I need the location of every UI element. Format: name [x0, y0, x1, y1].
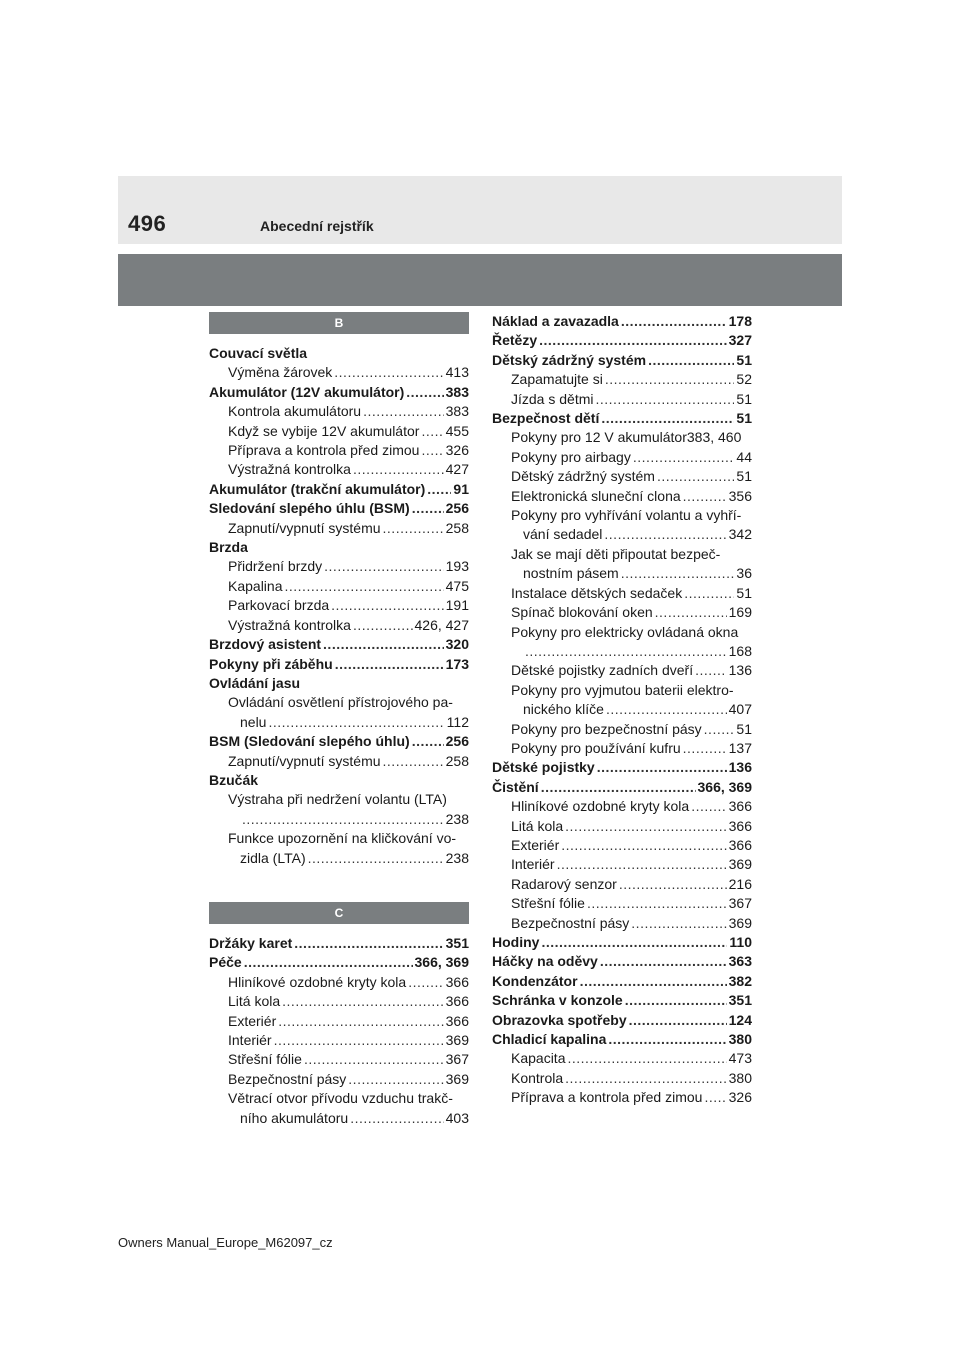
entry-label: Radarový senzor [511, 875, 617, 892]
index-entry [492, 370, 752, 389]
entry-label: Kontrola [511, 1069, 564, 1086]
index-entry [492, 351, 752, 370]
index-entry [209, 383, 469, 402]
index-entry [492, 739, 752, 758]
letter-header-c: C [209, 902, 469, 924]
entry-page: 407 [728, 701, 752, 718]
index-entry [492, 584, 752, 603]
dot-leader [621, 564, 735, 583]
dot-leader [383, 519, 444, 538]
entry-page: 413 [445, 364, 469, 381]
entry-page: 369 [445, 1070, 469, 1087]
dot-leader [335, 655, 444, 674]
dot-leader [525, 642, 727, 661]
index-entry [492, 855, 752, 874]
entry-page: 382 [728, 972, 752, 989]
header-band [118, 176, 842, 244]
index-entry [209, 499, 469, 518]
index-entry [209, 422, 469, 441]
dot-leader [421, 441, 443, 460]
entry-page: 366 [728, 817, 752, 834]
dot-leader [561, 836, 726, 855]
entry-label: Bezpečnostní pásy [228, 1070, 347, 1087]
dot-leader [353, 460, 444, 479]
entry-page: 256 [445, 500, 469, 517]
entry-label: nického klíče [523, 701, 604, 718]
entry-page: 383 [445, 383, 469, 400]
index-entry [209, 1012, 469, 1031]
index-entry [492, 661, 752, 680]
index-entry [209, 596, 469, 615]
dot-leader [605, 370, 735, 389]
dot-leader [242, 810, 444, 829]
dot-leader [597, 758, 727, 777]
index-entry: Výstraha při nedržení volantu (LTA) [228, 791, 447, 808]
dot-leader [580, 972, 727, 991]
index-entry [209, 460, 469, 479]
entry-label: Kapalina [228, 577, 283, 594]
index-entry [492, 952, 752, 971]
entry-label: Výstražná kontrolka [228, 616, 351, 633]
dot-leader [304, 1050, 444, 1069]
entry-label: Hodiny [492, 934, 540, 950]
dot-leader [683, 739, 727, 758]
index-column-left [209, 312, 469, 1128]
index-entry [492, 720, 752, 739]
entry-page: 383 [445, 403, 469, 420]
header-bar [118, 254, 842, 306]
index-entry [492, 1088, 752, 1107]
entry-label: Zapamatujte si [511, 371, 603, 388]
dot-leader [324, 557, 443, 576]
dot-leader [600, 952, 727, 971]
index-entry [492, 390, 752, 409]
index-entry [492, 1030, 752, 1049]
entry-label: Držáky karet [209, 934, 293, 951]
entry-page: 51 [736, 390, 752, 407]
entry-page: 366 [728, 798, 752, 815]
entry-page: 36 [736, 565, 752, 582]
index-entry: Pokyny pro vyjmutou baterii elektro- [511, 681, 734, 698]
dot-leader [294, 934, 443, 953]
entry-page: 403 [445, 1109, 469, 1126]
dot-leader [268, 713, 444, 732]
index-list-c [209, 934, 469, 1128]
entry-page: 124 [728, 1011, 752, 1028]
entry-page: 326 [445, 442, 469, 459]
index-entry [209, 635, 469, 654]
index-entry: Ovládání jasu [209, 674, 301, 691]
entry-page: 52 [736, 371, 752, 388]
entry-label: Pokyny při záběhu [209, 655, 333, 672]
dot-leader [633, 448, 735, 467]
index-entry [492, 642, 752, 661]
entry-label: nelu [240, 713, 267, 730]
entry-label: Řetězy [492, 332, 538, 349]
entry-label: Litá kola [228, 993, 281, 1010]
index-entry [492, 487, 752, 506]
entry-label: Akumulátor (12V akumulátor) [209, 383, 405, 400]
entry-label: Výměna žárovek [228, 364, 333, 381]
entry-label: Dětský zádržný systém [492, 351, 647, 368]
entry-label: Elektronická sluneční clona [511, 487, 681, 504]
entry-label: Příprava a kontrola před zimou [511, 1089, 703, 1106]
dot-leader [308, 849, 444, 868]
entry-page: 426, 427 [414, 616, 469, 633]
entry-label: Hliníkové ozdobné kryty kola [228, 973, 407, 990]
index-entry: Větrací otvor přívodu vzduchu trakč- [228, 1090, 453, 1107]
entry-page: 258 [445, 752, 469, 769]
dot-leader [331, 596, 443, 615]
entry-page: 356 [728, 487, 752, 504]
dot-leader [557, 855, 727, 874]
entry-label: Čistění [492, 778, 539, 795]
dot-leader [412, 732, 444, 751]
index-entry [492, 1069, 752, 1088]
entry-label: ního akumulátoru [240, 1109, 349, 1126]
entry-page: 51 [736, 720, 752, 737]
dot-leader [691, 797, 726, 816]
index-entry [492, 312, 752, 331]
dot-leader [539, 331, 727, 350]
entry-page: 380 [728, 1069, 752, 1086]
entry-label: Přidržení brzdy [228, 558, 323, 575]
dot-leader [408, 973, 443, 992]
index-entry [209, 441, 469, 460]
footer-text: Owners Manual_Europe_M62097_cz [118, 1235, 333, 1250]
entry-label: Exteriér [228, 1012, 277, 1029]
dot-leader [567, 1049, 726, 1068]
entry-page: 169 [728, 604, 752, 621]
index-entry [209, 363, 469, 382]
entry-page: 91 [453, 480, 469, 497]
index-entry [209, 557, 469, 576]
entry-label: Příprava a kontrola před zimou [228, 442, 420, 459]
entry-page: 258 [445, 519, 469, 536]
dot-leader [648, 351, 734, 370]
entry-page: 366 [445, 1012, 469, 1029]
dot-leader [657, 467, 734, 486]
entry-label: Bezpečnostní pásy [511, 914, 630, 931]
dot-leader [421, 422, 443, 441]
entry-label: Obrazovka spotřeby [492, 1011, 627, 1028]
entry-page: 326 [728, 1089, 752, 1106]
entry-label: Výstražná kontrolka [228, 461, 351, 478]
entry-page: 366 [728, 836, 752, 853]
entry-page: 44 [736, 448, 752, 465]
dot-leader [704, 1088, 726, 1107]
entry-page: 320 [445, 636, 469, 653]
dot-leader [604, 525, 726, 544]
index-entry [492, 914, 752, 933]
entry-label: Střešní fólie [228, 1051, 302, 1068]
entry-label: Péče [209, 954, 242, 971]
entry-label: Chladicí kapalina [492, 1031, 607, 1048]
dot-leader [541, 933, 727, 952]
dot-leader [625, 991, 727, 1010]
entry-page: 193 [445, 558, 469, 575]
index-entry [209, 1070, 469, 1089]
entry-label: Litá kola [511, 817, 564, 834]
dot-leader [244, 953, 413, 972]
dot-leader [348, 1070, 443, 1089]
dot-leader [629, 1011, 727, 1030]
index-entry [492, 331, 752, 350]
entry-page: 191 [445, 597, 469, 614]
entry-label: Když se vybije 12V akumulátor [228, 422, 420, 439]
dot-leader [621, 312, 727, 331]
entry-page: 455 [445, 422, 469, 439]
entry-label: Střešní fólie [511, 895, 585, 912]
index-entry [209, 992, 469, 1011]
dot-leader [684, 584, 734, 603]
entry-page: 369 [728, 856, 752, 873]
index-entry [209, 1031, 469, 1050]
index-entry [492, 525, 752, 544]
entry-page: 369 [445, 1032, 469, 1048]
dot-leader [655, 603, 727, 622]
entry-page: 475 [445, 577, 469, 594]
entry-label: Pokyny pro bezpečnostní pásy [511, 720, 702, 737]
entry-label: Pokyny pro airbagy [511, 448, 631, 465]
index-entry [492, 467, 752, 486]
index-entry [492, 933, 752, 952]
entry-page: 136 [728, 759, 752, 776]
entry-page: 367 [728, 895, 752, 912]
dot-leader [601, 409, 734, 428]
entry-label: nostním pásem [523, 565, 619, 582]
index-entry [209, 1050, 469, 1069]
entry-label: Hliníkové ozdobné kryty kola [511, 798, 690, 815]
index-entry [492, 778, 752, 797]
entry-page: 51 [736, 468, 752, 485]
dot-leader [608, 1030, 726, 1049]
index-entry [209, 616, 469, 635]
index-entry [209, 713, 469, 732]
entry-label: Jízda s dětmi [511, 390, 594, 407]
dot-leader [350, 1109, 443, 1128]
entry-page: 178 [728, 313, 752, 329]
entry-page: 342 [728, 526, 752, 543]
index-entry: Bzučák [209, 771, 259, 788]
dot-leader [353, 616, 413, 635]
dot-leader [278, 1012, 443, 1031]
index-entry: Jak se mají děti připoutat bezpeč- [511, 545, 721, 562]
entry-label: Spínač blokování oken [511, 604, 653, 621]
dot-leader [683, 487, 727, 506]
entry-page: 427 [445, 461, 469, 478]
index-entry: Pokyny pro vyhřívání volantu a vyhří- [511, 507, 742, 524]
index-entry: Brzda [209, 539, 248, 556]
index-entry [209, 973, 469, 992]
dot-leader [619, 875, 727, 894]
index-entry [209, 849, 469, 868]
index-entry [209, 480, 469, 499]
entry-label: Kapacita [511, 1050, 566, 1067]
entry-page: 216 [728, 875, 752, 892]
dot-leader [406, 383, 443, 402]
dot-leader [631, 914, 726, 933]
index-entry: Pokyny pro elektricky ovládaná okna [511, 623, 739, 640]
index-entry [209, 1109, 469, 1128]
dot-leader [412, 499, 444, 518]
entry-label: zidla (LTA) [240, 849, 306, 866]
index-entry [209, 577, 469, 596]
entry-label: Zapnutí/vypnutí systému [228, 519, 381, 536]
index-entry [492, 836, 752, 855]
entry-page: 369 [728, 914, 752, 931]
index-entry [209, 953, 469, 972]
dot-leader [427, 480, 451, 499]
entry-page: 110 [729, 934, 752, 950]
entry-label: Dětský zádržný systém [511, 468, 655, 485]
entry-label: Bezpečnost dětí [492, 410, 600, 427]
dot-leader [695, 661, 727, 680]
entry-page: 238 [445, 849, 469, 866]
entry-page: 351 [728, 992, 752, 1009]
index-entry [492, 875, 752, 894]
dot-leader [334, 363, 443, 382]
page-number: 496 [128, 211, 167, 236]
dot-leader [363, 402, 444, 421]
index-entry [492, 797, 752, 816]
entry-label: Schránka v konzole [492, 992, 623, 1009]
index-entry: Funkce upozornění na kličkování vo- [228, 830, 457, 847]
index-entry [492, 564, 752, 583]
entry-label: BSM (Sledování slepého úhlu) [209, 733, 410, 750]
index-entry [492, 972, 752, 991]
index-entry [209, 402, 469, 421]
entry-label: Kontrola akumulátoru [228, 403, 362, 420]
entry-page: 366, 369 [697, 778, 752, 795]
entry-label: Instalace dětských sedaček [511, 584, 683, 601]
index-list-right [492, 312, 752, 1108]
dot-leader [606, 700, 727, 719]
entry-page: 363 [728, 953, 752, 970]
index-list-b [209, 344, 469, 868]
dot-leader [565, 1069, 726, 1088]
dot-leader [323, 635, 444, 654]
entry-page: 51 [736, 584, 752, 601]
index-entry [209, 655, 469, 674]
entry-page: 112 [446, 713, 469, 730]
dot-leader [541, 778, 696, 797]
entry-label: Parkovací brzda [228, 597, 330, 614]
entry-page: 366, 369 [414, 954, 469, 971]
index-entry [209, 810, 469, 829]
entry-label: Interiér [228, 1032, 272, 1048]
entry-label: Dětské pojistky [492, 759, 595, 776]
index-entry [209, 519, 469, 538]
dot-leader [704, 720, 735, 739]
letter-header-b: B [209, 312, 469, 334]
dot-leader [282, 992, 443, 1011]
index-entry: Ovládání osvětlení přístrojového pa- [228, 694, 453, 711]
entry-page: 327 [728, 332, 752, 349]
entry-page: 173 [445, 655, 469, 672]
entry-label: Brzdový asistent [209, 636, 322, 653]
index-entry [209, 732, 469, 751]
index-entry [492, 1011, 752, 1030]
index-entry [492, 603, 752, 622]
index-entry [492, 991, 752, 1010]
entry-label: Akumulátor (trakční akumulátor) [209, 480, 426, 497]
entry-page: 366 [445, 993, 469, 1010]
index-entry [492, 409, 752, 428]
dot-leader [565, 817, 726, 836]
index-entry [492, 817, 752, 836]
dot-leader [383, 752, 444, 771]
entry-page: 367 [445, 1051, 469, 1068]
entry-label: Kondenzátor [492, 972, 578, 989]
entry-page: 256 [445, 733, 469, 750]
entry-page: 137 [728, 739, 752, 756]
dot-leader [274, 1031, 444, 1050]
entry-label: Pokyny pro používání kufru [511, 739, 681, 756]
entry-page: 351 [445, 934, 469, 951]
entry-label: Dětské pojistky zadních dveří [511, 662, 694, 679]
entry-page: 136 [728, 662, 752, 679]
entry-page: 473 [728, 1050, 752, 1067]
section-title: Abecední rejstřík [260, 218, 374, 234]
dot-leader [285, 577, 444, 596]
index-entry [209, 752, 469, 771]
index-entry [492, 758, 752, 777]
entry-label: Sledování slepého úhlu (BSM) [209, 500, 410, 517]
index-entry: Pokyny pro 12 V akumulátor383, 460 [511, 429, 742, 446]
entry-label: Háčky na oděvy [492, 953, 598, 970]
index-entry [209, 934, 469, 953]
dot-leader [595, 390, 734, 409]
entry-page: 168 [728, 642, 752, 659]
dot-leader [587, 894, 727, 913]
entry-label: Interiér [511, 856, 555, 873]
entry-label: Náklad a zavazadla [492, 313, 619, 329]
entry-page: 51 [736, 351, 752, 368]
entry-label: Zapnutí/vypnutí systému [228, 752, 381, 769]
index-entry [492, 448, 752, 467]
index-entry [492, 700, 752, 719]
index-entry: Couvací světla [209, 345, 308, 361]
entry-page: 238 [445, 810, 469, 827]
index-entry [492, 1049, 752, 1068]
index-column-right [492, 312, 752, 1108]
entry-page: 380 [728, 1031, 752, 1048]
entry-label: Exteriér [511, 836, 560, 853]
entry-page: 51 [736, 410, 752, 427]
entry-label: vání sedadel [523, 526, 603, 543]
entry-page: 366 [445, 973, 469, 990]
index-entry [492, 894, 752, 913]
